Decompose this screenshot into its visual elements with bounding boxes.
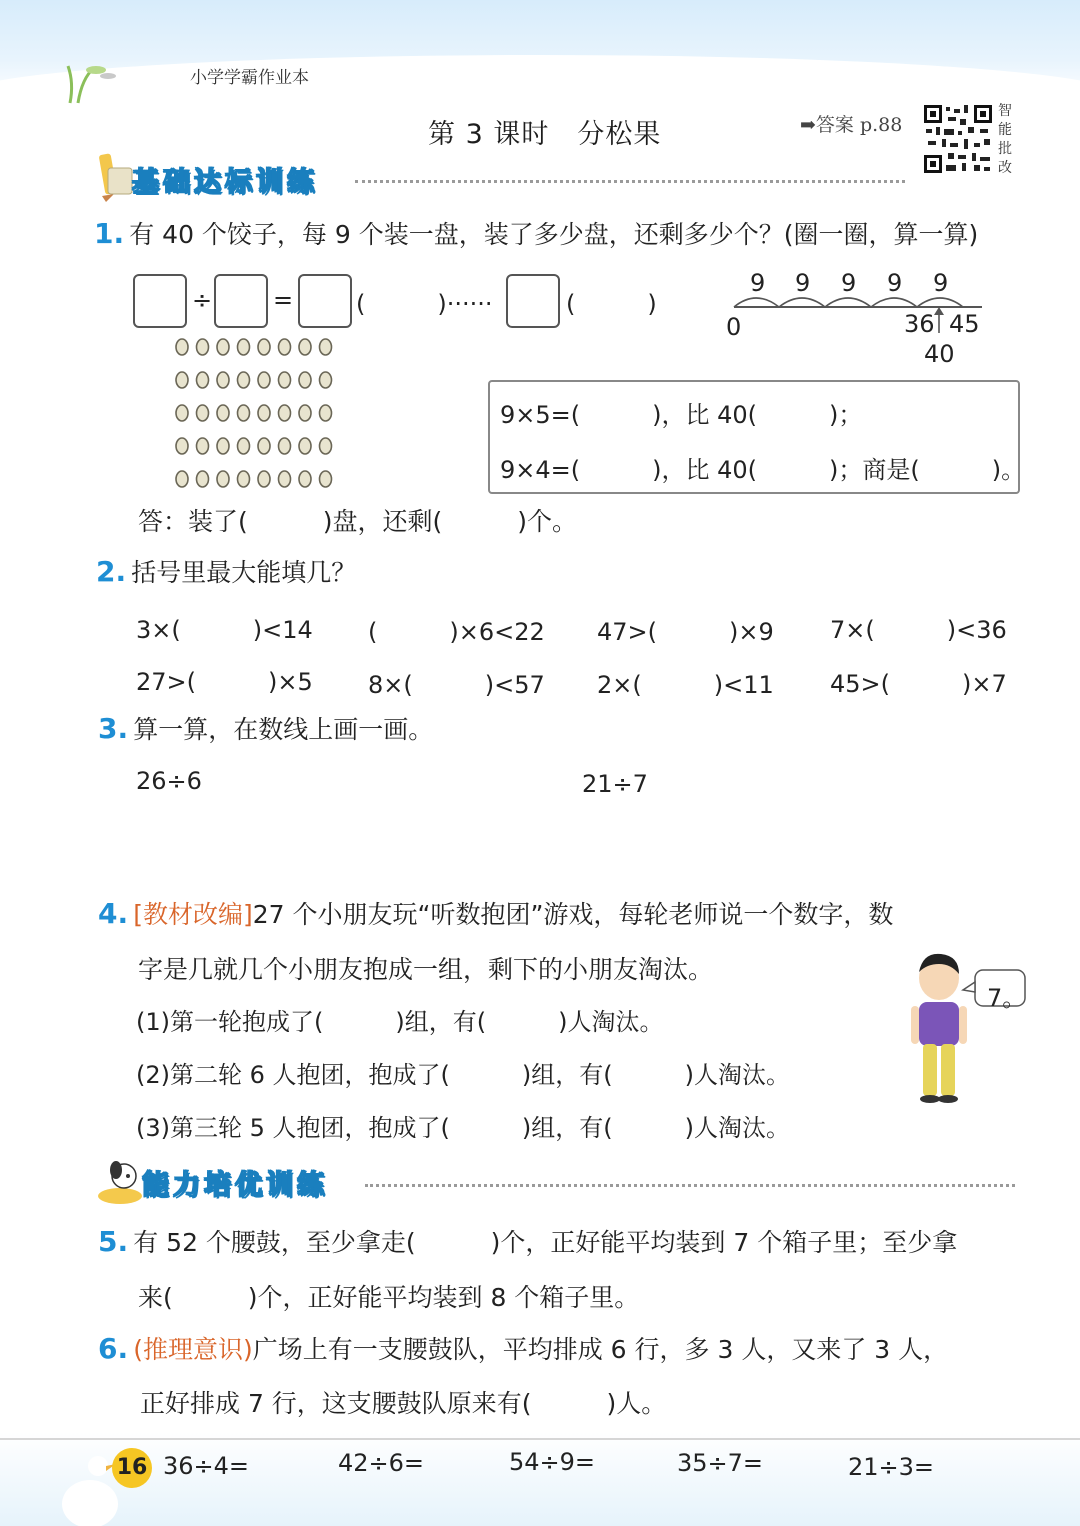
- tick-label-36: 36: [904, 310, 935, 338]
- dumpling[interactable]: [258, 405, 270, 421]
- question-number: 2.: [96, 555, 127, 588]
- tick-label-45: 45: [949, 310, 980, 338]
- dumpling[interactable]: [299, 339, 311, 355]
- dumpling[interactable]: [197, 438, 209, 454]
- question-text: 算一算，在数线上画一画。: [133, 715, 434, 744]
- dumpling[interactable]: [320, 471, 332, 487]
- dumpling[interactable]: [299, 405, 311, 421]
- pencil-icon: [92, 150, 134, 202]
- dumpling[interactable]: [320, 438, 332, 454]
- question-text: 有 40 个饺子，每 9 个装一盘，装了多少盘，还剩多少个？(圈一圈，算一算): [129, 220, 979, 249]
- dumpling[interactable]: [279, 339, 291, 355]
- page-number: 16: [112, 1448, 152, 1488]
- dumpling[interactable]: [279, 438, 291, 454]
- question-text: 27 个小朋友玩“听数抱团”游戏，每轮老师说一个数字，数: [252, 900, 894, 929]
- inequality-item[interactable]: ( )×6<22: [368, 618, 545, 646]
- series-title: 小学学霸作业本: [190, 68, 309, 88]
- tick-label-0: 0: [726, 313, 742, 341]
- dumpling[interactable]: [279, 405, 291, 421]
- answer-box-dividend[interactable]: [133, 274, 187, 328]
- division-sign: ÷: [192, 286, 213, 314]
- drawing-exercise-b: 21÷7: [582, 770, 648, 798]
- dumpling[interactable]: [217, 372, 229, 388]
- dumpling[interactable]: [279, 372, 291, 388]
- drill-item[interactable]: 42÷6=: [338, 1449, 425, 1477]
- question-number: 6.: [98, 1332, 129, 1365]
- question-1: [94, 215, 978, 251]
- question-number: 5.: [98, 1225, 129, 1258]
- plant-icon: [60, 58, 120, 108]
- question-tag: (推理意识): [133, 1335, 253, 1364]
- number-line: [720, 265, 990, 370]
- section-basic-title: 基础达标训练: [132, 167, 318, 198]
- question-number: 1.: [94, 217, 125, 250]
- inequality-item[interactable]: 2×( )<11: [597, 671, 774, 699]
- question-text-continued: 字是几就几个小朋友抱成一组，剩下的小朋友淘汰。: [138, 955, 714, 984]
- teacher-illustration: [905, 950, 1030, 1105]
- dumpling[interactable]: [258, 438, 270, 454]
- dumpling[interactable]: [299, 372, 311, 388]
- section-divider: [365, 1184, 1015, 1187]
- question-text: 广场上有一支腰鼓队，平均排成 6 行，多 3 人，又来了 3 人，: [252, 1335, 949, 1364]
- drill-item[interactable]: 21÷3=: [848, 1453, 935, 1481]
- qr-label: 智能批改: [998, 103, 1012, 176]
- dumpling[interactable]: [258, 339, 270, 355]
- question-6: [98, 1330, 948, 1366]
- dumpling[interactable]: [238, 339, 250, 355]
- dumpling[interactable]: [320, 372, 332, 388]
- dumpling[interactable]: [279, 471, 291, 487]
- drawing-exercise-a: 26÷6: [136, 767, 202, 795]
- answer-reference: ➡答案 p.88: [800, 114, 903, 136]
- hint-line-2[interactable]: 9×4=( )，比 40( )；商是( )。: [500, 456, 1026, 484]
- remainder-unit-blank[interactable]: ( ): [566, 290, 657, 318]
- dumplings-grid: [170, 334, 345, 494]
- inequality-item[interactable]: 7×( )<36: [830, 616, 1007, 644]
- drill-item[interactable]: 36÷4=: [163, 1452, 250, 1480]
- answer-box-divisor[interactable]: [214, 274, 268, 328]
- dumpling[interactable]: [176, 372, 188, 388]
- inequality-item[interactable]: 8×( )<57: [368, 671, 545, 699]
- tick-label-40: 40: [924, 340, 955, 368]
- lesson-title: 第 3 课时 分松果: [428, 119, 662, 150]
- speech-bubble-text: 7。: [987, 984, 1027, 1012]
- arc-label: 9: [750, 269, 766, 297]
- dumpling[interactable]: [197, 471, 209, 487]
- question-text-continued[interactable]: 正好排成 7 行，这支腰鼓队原来有( )人。: [140, 1389, 667, 1418]
- dumpling[interactable]: [217, 471, 229, 487]
- dumpling[interactable]: [258, 471, 270, 487]
- question-tag: [教材改编]: [133, 900, 253, 929]
- question-text[interactable]: 有 52 个腰鼓，至少拿走( )个，正好能平均装到 7 个箱子里；至少拿: [133, 1228, 958, 1257]
- question-text-continued[interactable]: 来( )个，正好能平均装到 8 个箱子里。: [138, 1283, 640, 1312]
- q1-answer[interactable]: 答：装了( )盘，还剩( )个。: [138, 507, 578, 536]
- inequality-item[interactable]: 45>( )×7: [830, 670, 1007, 698]
- question-number: 3.: [98, 712, 129, 745]
- section-divider: [355, 180, 905, 183]
- sub-question-2[interactable]: (2)第二轮 6 人抱团，抱成了( )组，有( )人淘汰。: [136, 1061, 790, 1089]
- question-4: [98, 895, 893, 931]
- dumpling[interactable]: [238, 438, 250, 454]
- question-text: 括号里最大能填几？: [131, 558, 357, 587]
- dumpling[interactable]: [320, 405, 332, 421]
- dumpling[interactable]: [299, 471, 311, 487]
- puppy-icon: [96, 1158, 146, 1206]
- inequality-item[interactable]: 3×( )<14: [136, 616, 313, 644]
- arc-label: 9: [933, 269, 949, 297]
- dumpling[interactable]: [238, 471, 250, 487]
- dumpling[interactable]: [238, 405, 250, 421]
- dumpling[interactable]: [197, 339, 209, 355]
- arc-label: 9: [887, 269, 903, 297]
- hint-line-1[interactable]: 9×5=( )，比 40( )；: [500, 401, 863, 429]
- dumpling[interactable]: [258, 372, 270, 388]
- equals-sign: =: [273, 286, 294, 314]
- dumpling[interactable]: [217, 438, 229, 454]
- dumpling[interactable]: [176, 471, 188, 487]
- dumpling[interactable]: [176, 438, 188, 454]
- dumpling[interactable]: [217, 339, 229, 355]
- sub-question-1[interactable]: (1)第一轮抱成了( )组，有( )人淘汰。: [136, 1008, 664, 1036]
- drill-item[interactable]: 54÷9=: [509, 1448, 596, 1476]
- quotient-unit-blank[interactable]: ( )······: [356, 290, 493, 318]
- dumpling[interactable]: [299, 438, 311, 454]
- drill-item[interactable]: 35÷7=: [677, 1449, 764, 1477]
- inequality-item[interactable]: 47>( )×9: [597, 618, 774, 646]
- dumpling[interactable]: [197, 372, 209, 388]
- footer-divider: [0, 1438, 1080, 1440]
- arc-label: 9: [841, 269, 857, 297]
- answer-box-remainder[interactable]: [506, 274, 560, 328]
- section-basic-banner: [132, 160, 318, 200]
- question-3: [98, 710, 433, 746]
- question-number: 4.: [98, 897, 129, 930]
- question-5: [98, 1223, 957, 1259]
- sub-question-3[interactable]: (3)第三轮 5 人抱团，抱成了( )组，有( )人淘汰。: [136, 1114, 790, 1142]
- section-advanced-banner: [142, 1163, 328, 1203]
- arc-label: 9: [795, 269, 811, 297]
- section-advanced-title: 能力培优训练: [142, 1170, 328, 1201]
- question-2: [96, 553, 356, 589]
- dumpling[interactable]: [176, 339, 188, 355]
- answer-box-quotient[interactable]: [298, 274, 352, 328]
- dumpling[interactable]: [320, 339, 332, 355]
- inequality-item[interactable]: 27>( )×5: [136, 668, 313, 696]
- dumpling[interactable]: [197, 405, 209, 421]
- dumpling[interactable]: [238, 372, 250, 388]
- qr-code-icon[interactable]: [922, 103, 994, 175]
- dumpling[interactable]: [217, 405, 229, 421]
- goose-icon: [60, 1444, 120, 1526]
- dumpling[interactable]: [176, 405, 188, 421]
